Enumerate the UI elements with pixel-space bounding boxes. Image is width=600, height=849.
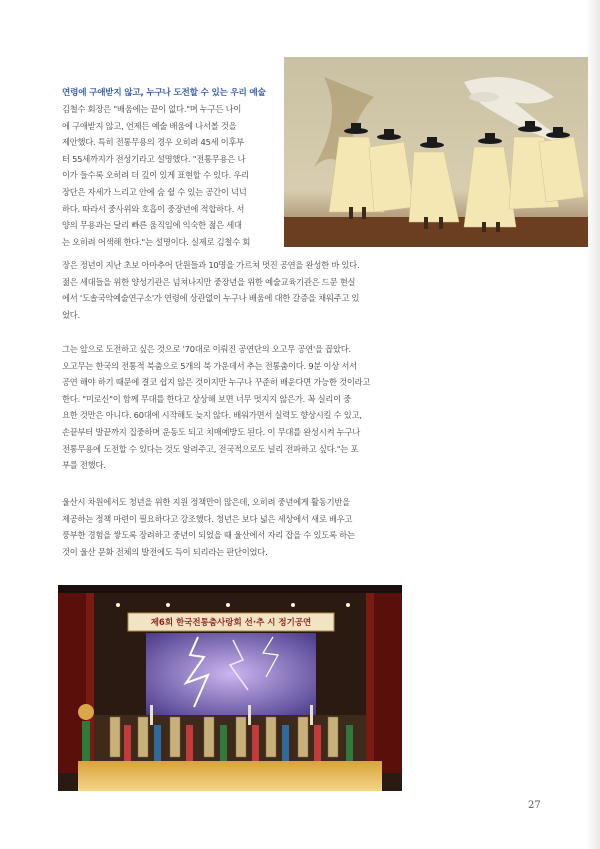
text-line: 에 구애받지 않고, 언제든 예술 배움에 나서볼 것을	[62, 120, 237, 131]
text-line: 손끝부터 발끝까지 집중하며 운동도 되고 치매예방도 된다. 이 무대를 완성시켜 누구나	[62, 426, 361, 437]
text-line: 전통무용에 도전할 수 있다는 것도 알려주고, 전국적으로도 널리 전파하고 싶다."는 포	[62, 443, 359, 454]
paragraph-1-narrow	[62, 101, 278, 250]
text-line: 부를 전했다.	[62, 460, 106, 471]
banner-text: 제6회 한국전통춤사랑회 선·추 시 정기공연	[150, 618, 312, 628]
paragraph-3	[62, 494, 544, 560]
text-line: 요한 것만은 아니다. 60대에 시작해도 늦지 않다. 배워가면서 실력도 향상시킬 수 있고,	[62, 410, 362, 421]
text-line: 공연 해야 하기 때문에 결코 쉽지 않은 것이지만 누구나 꾸준히 배운다면 가능한 것이라고	[62, 377, 371, 388]
text-line: 는 오히려 어색해 한다."는 설명이다. 실제로 김철수 회	[62, 236, 251, 247]
text-line: 터 55세까지가 전성기라고 설명했다. "전통무용은 나	[62, 153, 246, 164]
text-line: 양의 무용과는 달리 빠른 움직임에 익숙한 젊은 세대	[62, 220, 242, 231]
text-line: 울산시 차원에서도 청년을 위한 지원 정책만이 많은데, 오히려 중년에게 활동기반을	[62, 497, 350, 507]
text-line: 젊은 세대들을 위한 양성기관은 넘쳐나지만 중장년을 위한 예술교육기관은 드문 현실	[62, 276, 356, 287]
text-line: 그는 앞으로 도전하고 싶은 것으로 '70대로 이뤄진 공연단의 오고무 공연'을 꼽았다.	[62, 344, 351, 354]
text-line: 하다. 따라서 중사위와 호흡이 중장년에 적합하다. 서	[62, 203, 245, 214]
text-line: 제안했다. 특히 전통무용의 경우 오히려 45세 이후부	[62, 137, 245, 148]
section-heading: 연령에 구애받지 않고, 누구나 도전할 수 있는 우리 예술	[62, 88, 266, 98]
dance-performance-photo	[284, 57, 588, 247]
paragraph-1-continued	[62, 257, 544, 323]
text-line: 장단은 자세가 느리고 안에 숨 쉴 수 있는 공간이 넉넉	[62, 186, 247, 197]
text-line: 었다.	[62, 309, 80, 320]
text-line: 장은 정년이 지난 초보 아마추어 단원들과 10명을 가르쳐 멋진 공연을 완성한 바 있다.	[62, 260, 360, 270]
text-line: 김철수 회장은 "배움에는 끝이 없다."며 누구든 나이	[62, 104, 242, 114]
text-line: 풍부한 경험을 쌓도록 장려하고 중년이 되었을 때 울산에서 자리 잡을 수 있도록 하는	[62, 530, 355, 541]
paragraph-2	[62, 341, 544, 474]
text-line: 이가 들수록 오히려 더 깊이 있게 표현할 수 있다. 우리	[62, 170, 249, 181]
page-number: 27	[528, 800, 541, 811]
stage-performance-illustration	[58, 585, 402, 791]
text-line: 제공하는 정책 마련이 필요하다고 강조했다. 청년은 보다 넓은 세상에서 새로 배우고	[62, 513, 353, 524]
text-line: 한다. "미로신"이 함께 무대를 한다고 상상해 보면 너무 멋지지 않은가. 꼭 실리이 중	[62, 393, 352, 404]
text-line: 것이 울산 문화 전체의 발전에도 득이 되리라는 판단이었다.	[62, 546, 268, 557]
page-edge-shadow	[586, 0, 600, 849]
stage-performance-photo	[58, 585, 402, 791]
dance-performance-illustration	[284, 57, 588, 247]
text-line: 에서 '도솔국악예술연구소'가 연령에 상관없이 누구나 배움에 대한 갈증을 채워주고 있	[62, 293, 360, 304]
text-line: 오고무는 한국의 전통적 북춤으로 5개의 북 가운데서 추는 전통춤이다. 9분 이상 서서	[62, 360, 357, 371]
